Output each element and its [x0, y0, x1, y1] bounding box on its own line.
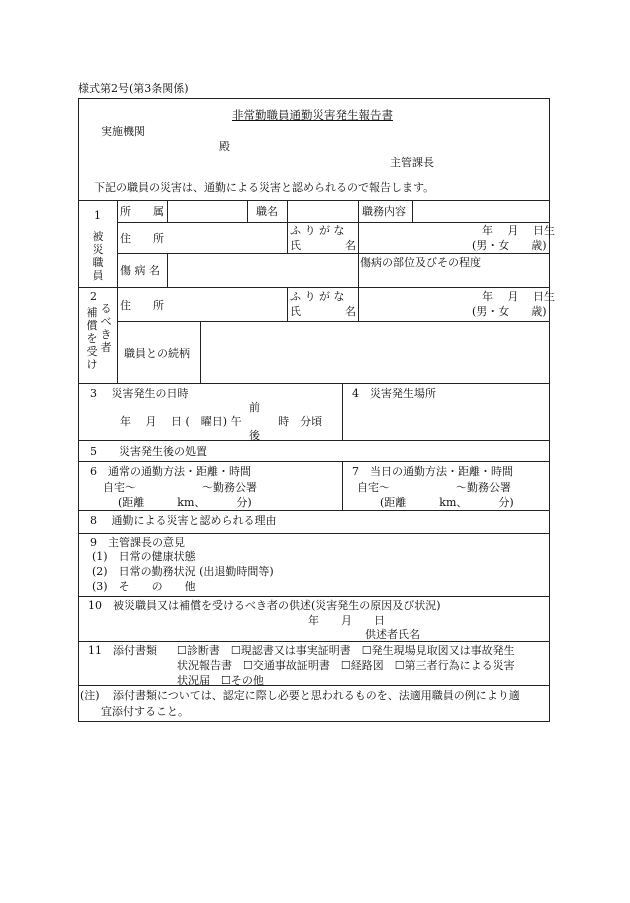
- work-status-item: (2) 日常の勤務状況 (出退勤時間等): [92, 565, 274, 578]
- section-1-number: 1: [94, 209, 101, 222]
- divider: [358, 200, 359, 287]
- attachments-heading: 11 添付書類: [88, 644, 157, 657]
- page-title: 非常勤職員通勤災害発生報告書: [232, 108, 393, 122]
- incident-place-heading: 4 災害発生場所: [352, 387, 436, 400]
- duties-label: 職務内容: [362, 205, 406, 218]
- divider: [167, 253, 168, 287]
- other-item: (3) そ の 他: [92, 580, 196, 593]
- manager-opinion-heading: 9 主管課長の意見: [90, 536, 185, 549]
- divider: [342, 383, 343, 440]
- form-number: 様式第2号(第3条関係): [78, 82, 189, 95]
- usual-commute-heading: 6 通常の通勤方法・距離・時間: [90, 465, 251, 478]
- statement-heading: 10 被災職員又は補償を受けるべき者の供述(災害発生の原因及び状況): [88, 599, 441, 612]
- section-2-label-a: 補償を受け: [86, 306, 98, 371]
- pm-label: 後: [249, 429, 260, 442]
- agency-label: 実施機関: [101, 125, 145, 138]
- gender-age-label: (男・女 歳): [472, 305, 547, 318]
- note-label: (注): [80, 689, 100, 702]
- divider: [78, 596, 550, 597]
- section-2-label-b: るべき者: [100, 302, 112, 354]
- usual-commute-route: 自宅～ ～勤務公署: [103, 481, 257, 494]
- divider: [78, 287, 550, 288]
- divider: [287, 287, 288, 321]
- birthdate-label: 年 月 日生: [482, 224, 555, 237]
- divider: [117, 222, 550, 223]
- incident-datetime-line: 年 月 日 ( 曜日) 午 時 分頃: [120, 415, 323, 428]
- note-line-1: 添付書類については、認定に際し必要と思われるものを、法適用職員の例により適: [113, 689, 520, 702]
- divider: [78, 461, 550, 462]
- birthdate-label: 年 月 日生: [482, 290, 555, 303]
- divider: [167, 200, 168, 222]
- address-label: 住 所: [120, 299, 164, 312]
- statement-signer: 供述者氏名: [365, 628, 420, 641]
- health-status-item: (1) 日常の健康状態: [92, 550, 196, 563]
- intro-text: 下記の職員の災害は、通勤による災害と認められるので報告します。: [94, 181, 435, 194]
- section-2-number: 2: [90, 290, 97, 303]
- divider: [78, 685, 550, 686]
- divider: [117, 200, 118, 383]
- divider: [78, 533, 550, 534]
- furigana-label: ふ り が な: [290, 290, 345, 303]
- job-title-label: 職名: [256, 205, 278, 218]
- attachments-line-3: 状況届 ☐その他: [177, 674, 264, 687]
- section-1-label: 被災職員: [92, 230, 104, 282]
- incident-datetime-heading: 3 災害発生の日時: [90, 387, 189, 400]
- relationship-label: 職員との続柄: [124, 347, 190, 360]
- injury-detail-label: 傷病の部位及びその程度: [360, 256, 481, 269]
- honorific-label: 殿: [219, 140, 230, 153]
- usual-commute-distance: (距離 km、 分): [118, 496, 252, 509]
- note-line-2: 宜添付すること。: [101, 705, 189, 718]
- divider: [342, 461, 343, 510]
- divider: [78, 440, 550, 441]
- address-label: 住 所: [120, 232, 164, 245]
- furigana-label: ふ り が な: [290, 224, 345, 237]
- divider: [78, 200, 550, 201]
- divider: [117, 253, 550, 254]
- divider: [247, 200, 248, 222]
- divider: [78, 510, 550, 511]
- post-incident-heading: 5 災害発生後の処置: [90, 445, 207, 458]
- divider: [78, 383, 550, 384]
- statement-date: 年 月 日: [308, 614, 385, 627]
- attachments-line-1: ☐診断書 ☐現認書又は事実証明書 ☐発生現場見取図又は事故発生: [177, 644, 515, 657]
- day-commute-route: 自宅～ ～勤務公署: [357, 481, 511, 494]
- day-commute-distance: (距離 km、 分): [380, 496, 514, 509]
- gender-age-label: (男・女 歳): [472, 239, 547, 252]
- divider: [287, 200, 288, 253]
- attachments-line-2: 状況報告書 ☐交通事故証明書 ☐経路図 ☐第三者行為による災害: [177, 659, 515, 672]
- am-label: 前: [249, 401, 260, 414]
- name-label: 氏 名: [290, 305, 356, 318]
- divider: [78, 641, 550, 642]
- divider: [200, 321, 201, 383]
- divider: [117, 321, 550, 322]
- day-commute-heading: 7 当日の通勤方法・距離・時間: [352, 465, 513, 478]
- reporter-label: 主管課長: [390, 156, 434, 169]
- injury-name-label: 傷 病 名: [120, 264, 160, 277]
- divider: [412, 200, 413, 222]
- commute-reason-heading: 8 通勤による災害と認められる理由: [90, 514, 277, 527]
- name-label: 氏 名: [290, 239, 356, 252]
- affiliation-label: 所 属: [120, 205, 164, 218]
- divider: [358, 287, 359, 321]
